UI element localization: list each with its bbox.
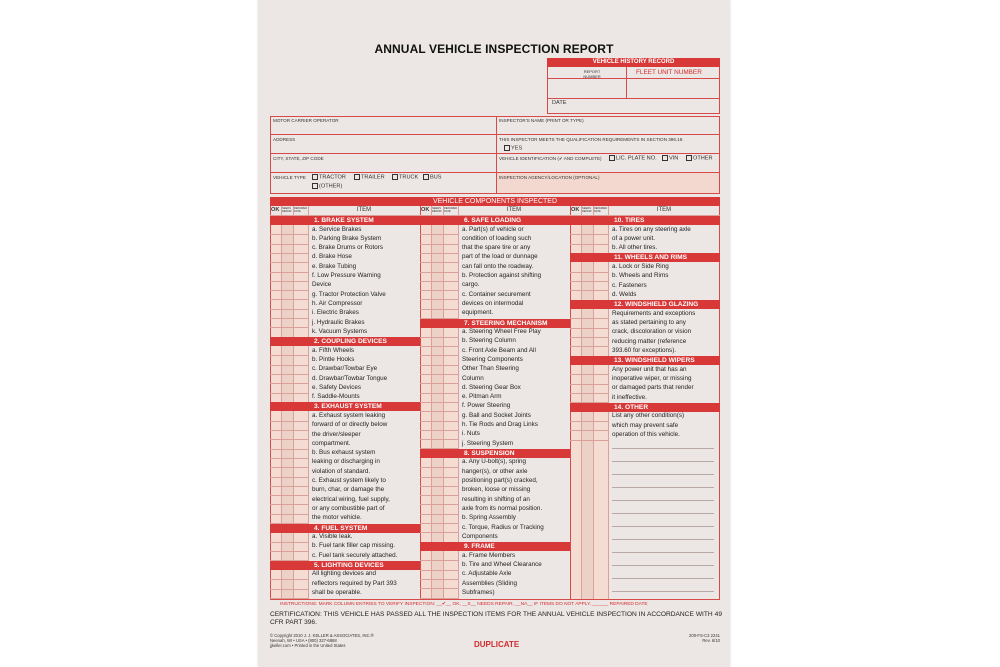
instructions-text: INSTRUCTIONS: MARK COLUMN ENTRIES TO VERIFY INSPECTION: __✔__ OK, __X__ NEEDS REPAIR, __NA__ IF ITEMS DO NOT APPLY, ______ REPAIRED DATE (280, 602, 648, 607)
section-safe-header: 6. SAFE LOADING (420, 216, 570, 225)
list-item: operation of this vehicle. (612, 430, 680, 438)
list-item: e. Safety Devices (312, 383, 361, 391)
list-item: d. Drawbar/Towbar Tongue (312, 374, 388, 382)
list-item: leaking or discharging in (312, 458, 380, 466)
list-item: a. Frame Members (462, 551, 516, 559)
qualification-label: THIS INSPECTOR MEETS THE QUALIFICATION REQUIREMENTS IN SECTION 396.19. (499, 137, 684, 142)
item-head: ITEM (656, 207, 672, 213)
list-item: condition of loading such (462, 234, 532, 242)
list-item: a. Visible leak. (312, 533, 353, 540)
ok-head: OK (421, 207, 430, 213)
section-fuel-header: 4. FUEL SYSTEM (270, 524, 420, 533)
list-item: Steering Components (462, 355, 523, 363)
list-item: g. Ball and Socket Joints (462, 411, 531, 419)
list-item: Device (312, 281, 332, 289)
list-item: b. Pintle Hooks (312, 355, 355, 363)
form-number-footer: 200-FS-C3 2241 Rev. 6/10 (689, 633, 720, 643)
tractor-checkbox[interactable]: TRACTOR (312, 174, 346, 180)
section-lighting-header: 5. LIGHTING DEVICES (270, 561, 420, 570)
list-item: hanger(s), or other axle (462, 467, 528, 475)
list-item: All lighting devices and (312, 570, 377, 578)
inspection-form-page (258, 0, 730, 667)
other-id-checkbox[interactable]: OTHER (686, 155, 713, 161)
repaired-date-head: REPAIRED DATE (444, 207, 458, 213)
list-item: a. Steering Wheel Free Play (462, 328, 541, 335)
yes-label: YES (511, 145, 523, 152)
list-item: Requirements and exceptions (612, 309, 696, 317)
repaired-date-head: REPAIRED DATE (594, 207, 608, 213)
list-item: Assemblies (Sliding (462, 579, 517, 587)
bus-checkbox[interactable]: BUS (423, 174, 442, 180)
fleet-unit-label: FLEET UNIT NUMBER (636, 69, 702, 76)
list-item: b. Protection against shifting (462, 272, 542, 279)
list-item: f. Low Pressure Warning (312, 272, 381, 279)
list-item: burn, char, or damage the (312, 486, 385, 494)
yes-checkbox[interactable] (504, 145, 522, 151)
list-item: broken, loose or missing (462, 486, 531, 494)
date-label: DATE (552, 100, 567, 106)
list-item: d. Steering Gear Box (462, 383, 521, 391)
list-item: positioning part(s) cracked, (462, 477, 538, 484)
list-item: or any combustible part of (312, 504, 385, 512)
list-item: e. Brake Tubing (312, 262, 357, 270)
list-item: c. Adjustable Axle (462, 570, 512, 578)
list-item: reflectors required by Part 393 (312, 579, 397, 587)
section-tires-header: 10. TIRES (570, 216, 720, 225)
list-item: as stated pertaining to any (612, 318, 686, 326)
list-item: reducing matter (reference (612, 337, 687, 345)
vehicle-history-header: VEHICLE HISTORY RECORD (547, 58, 720, 67)
list-item: compartment. (312, 439, 351, 447)
list-item: a. Service Brakes (312, 225, 362, 233)
list-item: b. Tire and Wheel Clearance (462, 560, 542, 568)
list-item: c. Brake Drums or Rotors (312, 244, 384, 252)
vin-checkbox[interactable]: VIN (662, 155, 678, 161)
list-item: shall be operable. (312, 589, 362, 596)
vehicle-id-label: VEHICLE IDENTIFICATION (✔ AND COMPLETE) (499, 156, 602, 161)
needs-repair-head: NEEDS REPAIR (432, 207, 442, 213)
list-item: Subframes) (462, 588, 495, 596)
list-item: devices on intermodal (462, 299, 524, 307)
list-item: i. Nuts (462, 430, 480, 438)
list-item: f. Saddle-Mounts (312, 393, 360, 401)
list-item: d. Welds (612, 290, 637, 298)
truck-checkbox[interactable]: TRUCK (392, 174, 418, 180)
list-item: inoperative wiper, or missing (612, 374, 692, 382)
list-item: c. Container securement (462, 290, 531, 298)
list-item: e. Pitman Arm (462, 393, 502, 401)
list-item: the driver/sleeper (312, 430, 361, 438)
list-item: c. Drawbar/Towbar Eye (312, 365, 378, 373)
section-brake-header: 1. BRAKE SYSTEM (270, 216, 420, 225)
motor-carrier-label: MOTOR CARRIER OPERATOR (273, 118, 339, 123)
item-head: ITEM (506, 207, 522, 213)
inspector-name-label: INSPECTOR'S NAME (PRINT OR TYPE) (499, 118, 584, 123)
list-item: c. Torque, Radius or Tracking (462, 523, 544, 531)
list-item: b. Fuel tank filler cap missing. (312, 542, 395, 550)
list-item: List any other condition(s) (612, 412, 685, 420)
section-wheels-header: 11. WHEELS AND RIMS (570, 253, 720, 262)
list-item: electrical wiring, fuel supply, (312, 495, 390, 503)
components-header: VEHICLE COMPONENTS INSPECTED (270, 197, 720, 206)
list-item: it ineffective. (612, 393, 647, 401)
list-item: b. All other tires. (612, 244, 658, 252)
list-item: j. Steering System (462, 439, 514, 447)
list-item: a. Any U-bolt(s), spring (462, 458, 527, 466)
list-item: i. Electric Brakes (312, 309, 359, 317)
list-item: a. Fifth Wheels (312, 346, 354, 354)
section-glazing-header: 12. WINDSHIELD GLAZING (570, 300, 720, 309)
list-item: f. Power Steering (462, 402, 511, 410)
list-item: b. Bus exhaust system (312, 449, 376, 457)
list-item: part of the load or dunnage (462, 253, 538, 261)
section-frame-header: 9. FRAME (420, 542, 570, 551)
list-item: b. Spring Assembly (462, 514, 516, 522)
list-item: that the spare tire or any (462, 244, 531, 252)
section-steering-header: 7. STEERING MECHANISM (420, 319, 570, 328)
list-item: d. Brake Hose (312, 253, 352, 261)
list-item: or damaged parts that render (612, 384, 694, 392)
list-item: c. Exhaust system likely to (312, 477, 386, 484)
list-item: b. Parking Brake System (312, 234, 382, 242)
list-item: a. Part(s) of vehicle or (462, 225, 524, 233)
list-item: axle from its normal position. (462, 504, 543, 512)
list-item: of a power unit. (612, 234, 656, 242)
list-item: Column (462, 374, 484, 382)
report-number-label: REPORT NUMBER (583, 69, 601, 79)
section-exhaust-header: 3. EXHAUST SYSTEM (270, 402, 420, 411)
list-item: g. Tractor Protection Valve (312, 290, 386, 298)
list-item: b. Wheels and Rims (612, 272, 669, 280)
vehicle-type-label: VEHICLE TYPE (273, 175, 306, 180)
list-item: the motor vehicle. (312, 514, 362, 522)
ok-head: OK (271, 207, 280, 213)
list-item: h. Tie Rods and Drag Links (462, 421, 538, 428)
duplicate-label: DUPLICATE (474, 640, 520, 649)
list-item: which may prevent safe (612, 421, 679, 429)
list-item: cargo. (462, 281, 480, 289)
list-item: resulting in shifting of an (462, 495, 530, 503)
needs-repair-head: NEEDS REPAIR (282, 207, 292, 213)
certification-text: CERTIFICATION: THIS VEHICLE HAS PASSED ALL THE INSPECTION ITEMS FOR THE ANNUAL VEHICLE INSPECTION IN ACCORDANCE WITH 49 CFR PART 396. (270, 611, 722, 626)
copyright-footer: © Copyright 2010 J. J. KELLER & ASSOCIATES, INC.® Neenah, WI • USA • (800) 327-6868 jjkeller.com • Printed in the United States (270, 633, 374, 648)
list-item: crack, discoloration or vision (612, 328, 692, 336)
city-label: CITY, STATE, ZIP CODE (273, 156, 324, 161)
list-item: c. Fasteners (612, 281, 647, 289)
list-item: Other Than Steering (462, 365, 519, 373)
repaired-date-head: REPAIRED DATE (294, 207, 308, 213)
list-item: a. Lock or Side Ring (612, 262, 669, 270)
agency-label: INSPECTION AGENCY/LOCATION (OPTIONAL) (499, 175, 600, 180)
list-item: h. Air Compressor (312, 299, 363, 307)
list-item: Any power unit that has an (612, 365, 687, 373)
list-item: a. Tires on any steering axle (612, 225, 691, 233)
section-suspension-header: 8. SUSPENSION (420, 449, 570, 458)
list-item: forward of or directly below (312, 421, 388, 429)
trailer-checkbox[interactable]: TRAILER (354, 174, 385, 180)
list-item: k. Vacuum Systems (312, 327, 368, 335)
list-item: 393.60 for exceptions). (612, 346, 677, 354)
address-label: ADDRESS (273, 137, 296, 142)
list-item: b. Steering Column (462, 337, 516, 345)
list-item: equipment. (462, 309, 494, 317)
section-coupling-header: 2. COUPLING DEVICES (270, 337, 420, 346)
list-item: c. Front Axle Beam and All (462, 346, 536, 354)
form-title: ANNUAL VEHICLE INSPECTION REPORT (374, 42, 614, 56)
item-head: ITEM (356, 207, 372, 213)
needs-repair-head: NEEDS REPAIR (582, 207, 592, 213)
list-item: Components (462, 532, 498, 540)
list-item: can fall onto the roadway. (462, 262, 534, 270)
section-wipers-header: 13. WINDSHIELD WIPERS (570, 356, 720, 365)
list-item: violation of standard. (312, 467, 371, 475)
other-type-checkbox[interactable]: (OTHER) (312, 183, 342, 189)
list-item: c. Fuel tank securely attached. (312, 551, 398, 559)
section-other-header: 14. OTHER (570, 403, 720, 412)
list-item: j. Hydraulic Brakes (312, 318, 365, 326)
lic-plate-checkbox[interactable]: LIC. PLATE NO. (609, 155, 657, 161)
list-item: a. Exhaust system leaking (312, 411, 386, 419)
ok-head: OK (571, 207, 580, 213)
